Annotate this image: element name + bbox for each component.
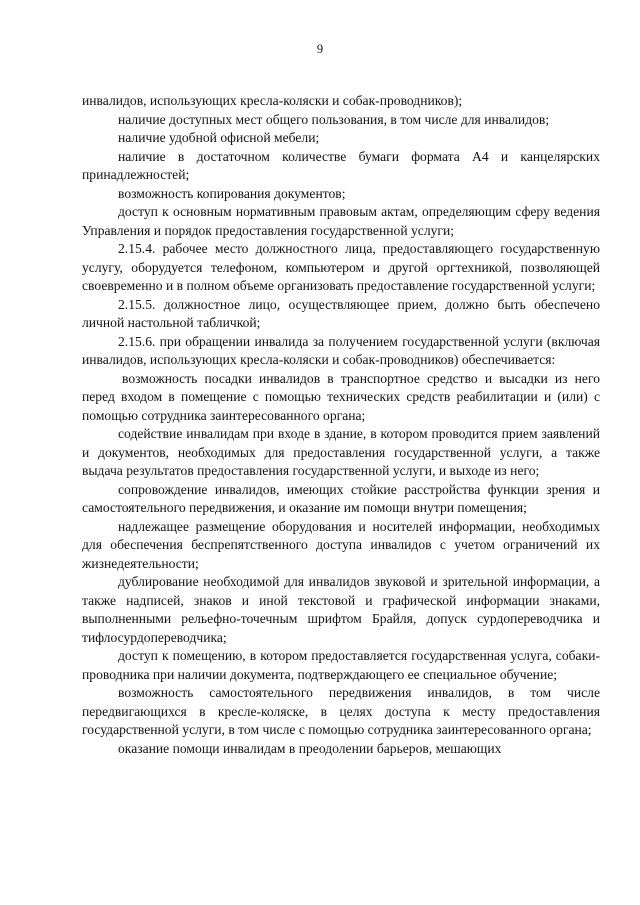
document-body [82,92,600,758]
paragraph: надлежащее размещение оборудования и носителей информации, необходимых для обеспечения беспрепятственного доступа инвалидов с учетом ограничений их жизнедеятельности; [82,518,600,571]
paragraph: 2.15.6. при обращении инвалида за получением государственной услуги (включая инвалидов, использующих кресла-коляски и собак-проводников) обеспечивается: [82,333,600,367]
paragraph: возможность посадки инвалидов в транспортное средство и высадки из него перед входом в помещение с помощью технических средств реабилитации и (или) с помощью сотрудника заинтересованного органа; [82,370,600,423]
paragraph: наличие доступных мест общего пользования, в том числе для инвалидов; [118,111,550,127]
paragraph: дублирование необходимой для инвалидов звуковой и зрительной информации, а также надписей, знаков и иной текстовой и графической информации знаками, выполненными рельефно-точечным шрифтом Брайля, допуск сурдопереводчика и тифлосурдопереводчика; [82,574,600,645]
paragraph: возможность копирования документов; [118,185,346,201]
paragraph: доступ к основным нормативным правовым актам, определяющим сферу ведения Управления и порядок предоставления государственной услуги; [82,204,600,238]
paragraph: наличие в достаточном количестве бумаги формата А4 и канцелярских принадлежностей; [82,148,600,182]
paragraph: содействие инвалидам при входе в здание, в котором проводится прием заявлений и документов, необходимых для предоставления государственной услуги, а также выдача результатов предоставления государственной услуги, и выходе из него; [82,426,600,478]
paragraph: инвалидов, использующих кресла-коляски и собак-проводников); [82,93,463,108]
paragraph: 2.15.4. рабочее место должностного лица, предоставляющего государственную услугу, оборудуется телефоном, компьютером и другой оргтехникой, позволяющей своевременно и в полном объеме организовать предоставление государственной услуги; [82,241,600,293]
paragraph: доступ к помещению, в котором предоставляется государственная услуга, собаки-проводника при наличии документа, подтверждающего ее специальное обучение; [82,648,600,682]
page-number: 9 [316,42,324,56]
paragraph: наличие удобной офисной мебели; [118,130,320,145]
paragraph: оказание помощи инвалидам в преодолении барьеров, мешающих [118,740,502,756]
paragraph: сопровождение инвалидов, имеющих стойкие расстройства функции зрения и самостоятельного передвижения, и оказание им помощи внутри помещения; [82,481,600,515]
paragraph: возможность самостоятельного передвижения инвалидов, в том числе передвигающихся в кресле-коляске, в целях доступа к месту предоставления государственной услуги, в том числе с помощью сотрудника заинтересованного органа; [82,685,600,737]
paragraph: 2.15.5. должностное лицо, осуществляющее прием, должно быть обеспечено личной настольной табличкой; [82,296,600,330]
